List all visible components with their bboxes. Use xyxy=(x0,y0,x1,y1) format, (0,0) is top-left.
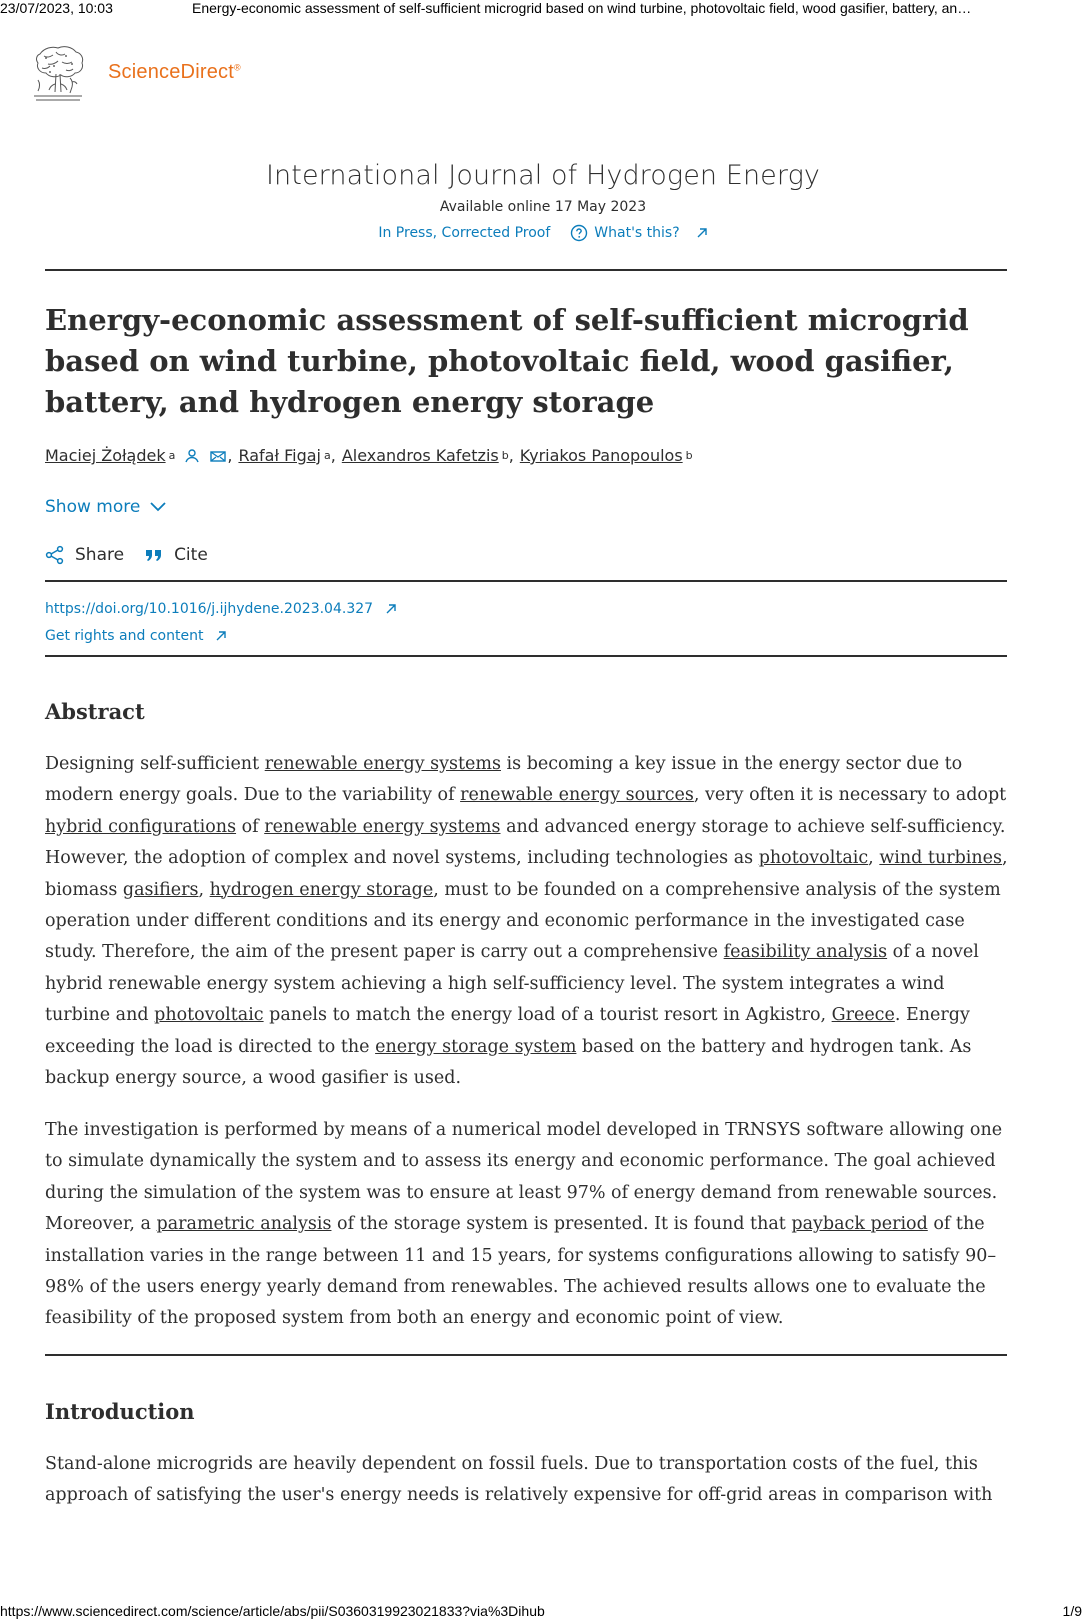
term-link[interactable]: renewable energy systems xyxy=(264,816,501,837)
doi-label: https://doi.org/10.1016/j.ijhydene.2023.04.327 xyxy=(45,600,374,617)
elsevier-tree-icon xyxy=(26,40,90,104)
journal-title[interactable]: International Journal of Hydrogen Energy xyxy=(265,160,821,191)
journal-header xyxy=(0,160,1086,242)
author-separator: , xyxy=(508,446,514,465)
author-link[interactable]: Maciej Żołądek xyxy=(45,446,166,465)
paragraph-text: and advanced energy storage to achieve self-sufficiency. However, the adoption of complex and novel systems, including technologies as xyxy=(45,816,1006,869)
term-link[interactable]: payback period xyxy=(791,1214,928,1235)
paragraph-text: is becoming a key issue in the energy sector due to modern energy goals. Due to the variability of xyxy=(45,754,963,806)
print-footer xyxy=(0,1603,1086,1623)
term-link[interactable]: renewable energy systems xyxy=(264,754,501,774)
divider xyxy=(45,580,1007,582)
brand-name: ScienceDirect xyxy=(108,60,234,83)
paragraph-text: based on the battery and hydrogen tank. As backup energy source, a wood gasifier is used. xyxy=(45,1036,972,1089)
paragraph-text: of xyxy=(236,816,265,837)
term-link[interactable]: feasibility analysis xyxy=(723,942,888,963)
term-link[interactable]: Greece xyxy=(831,1005,895,1026)
term-link[interactable]: wind turbines xyxy=(879,848,1003,869)
divider xyxy=(45,1354,1007,1356)
print-url: https://www.sciencedirect.com/science/article/abs/pii/S0360319923021833?via%3Dihub xyxy=(0,1603,545,1619)
doi-block xyxy=(45,595,397,649)
article-status-line xyxy=(0,224,1086,242)
site-logo[interactable] xyxy=(26,40,241,104)
paragraph-text: , xyxy=(868,848,880,869)
paragraph-text: , very often it is necessary to adopt xyxy=(693,785,1007,806)
term-link[interactable]: photovoltaic xyxy=(758,848,869,869)
share-icon xyxy=(45,545,65,565)
abstract-heading: Abstract xyxy=(45,699,145,724)
cite-button[interactable] xyxy=(144,545,208,565)
author-link[interactable]: Rafał Figaj xyxy=(238,446,321,465)
term-link[interactable]: hybrid configurations xyxy=(45,816,237,837)
term-link[interactable]: photovoltaic xyxy=(154,1005,264,1026)
doi-link[interactable] xyxy=(45,595,397,622)
introduction-paragraph: Stand-alone microgrids are heavily dependent on fossil fuels. Due to transportation costs of the fuel, this approach of satisfying the user's energy needs is relatively expensive for off-grid areas in comparison with xyxy=(45,1454,993,1506)
brand-registered-mark: ® xyxy=(233,61,241,72)
external-link-icon xyxy=(385,603,397,615)
external-link-icon xyxy=(696,227,708,239)
article-status: In Press, Corrected Proof xyxy=(378,225,551,241)
paragraph-text: . Energy exceeding the load is directed to the xyxy=(45,1005,970,1057)
paragraph-text: Designing self-sufficient xyxy=(45,754,265,774)
divider xyxy=(45,269,1007,271)
print-header xyxy=(0,0,1086,22)
quote-icon xyxy=(144,547,164,563)
show-more-button[interactable] xyxy=(45,497,166,517)
paragraph-text: , must to be founded on a comprehensive analysis of the system operation under different conditions and its energy and economic performance in the investigated case study. Therefore, the aim of the present paper is carry out a comprehensive xyxy=(45,879,1001,963)
available-online-date: Available online 17 May 2023 xyxy=(439,199,647,215)
author-affiliation: a xyxy=(323,449,331,462)
paragraph-text: The investigation is performed by means of a numerical model developed in TRNSYS software allowing one to simulate dynamically the system and to assess its energy and economic performance. The goal achieved during the simulation of the system was to ensure at least 97% of energy demand from renewable sources. Moreover, a xyxy=(45,1120,1003,1235)
term-link[interactable]: energy storage system xyxy=(375,1036,577,1057)
person-icon[interactable] xyxy=(183,447,201,465)
help-circle-icon xyxy=(570,224,588,242)
sciencedirect-wordmark xyxy=(108,61,241,84)
article-title: Energy-economic assessment of self-sufficient microgrid based on wind turbine, photovoltaic field, wood gasifier, battery, and hydrogen energy storage xyxy=(45,303,969,419)
term-link[interactable]: renewable energy sources xyxy=(460,785,694,806)
author-link[interactable]: Kyriakos Panopoulos xyxy=(519,446,683,465)
cite-label: Cite xyxy=(174,545,208,565)
author-link[interactable]: Alexandros Kafetzis xyxy=(341,446,499,465)
author-separator: , xyxy=(227,446,233,465)
introduction-heading: Introduction xyxy=(45,1399,195,1424)
abstract-paragraph-2 xyxy=(45,1115,1010,1335)
email-icon[interactable] xyxy=(209,447,227,465)
paragraph-text: of the storage system is presented. It is found that xyxy=(331,1214,792,1235)
paragraph-text: , xyxy=(198,879,210,900)
print-datetime: 23/07/2023, 10:03 xyxy=(0,0,113,16)
external-link-icon xyxy=(215,630,227,642)
share-button[interactable] xyxy=(45,545,124,565)
paragraph-text: of the installation varies in the range between 11 and 15 years, for systems configurations allowing to satisfy 90–98% of the users energy yearly demand from renewables. The achieved results allows one to evaluate the feasibility of the proposed system from both an energy and economic point of view. xyxy=(45,1214,997,1329)
paragraph-text: , biomass xyxy=(45,848,1008,900)
term-link[interactable]: hydrogen energy storage xyxy=(209,879,434,900)
show-more-label: Show more xyxy=(45,497,141,517)
print-page-number: 1/9 xyxy=(1062,1603,1082,1619)
term-link[interactable]: parametric analysis xyxy=(156,1214,332,1235)
author-affiliation: a xyxy=(168,449,176,462)
author-list xyxy=(45,446,693,465)
author-affiliation: b xyxy=(501,449,509,462)
author-separator: , xyxy=(330,446,336,465)
rights-label: Get rights and content xyxy=(45,627,204,644)
article-actions xyxy=(45,545,228,565)
paragraph-text: of a novel hybrid renewable energy system achieving a high self-sufficiency level. The system integrates a wind turbine and xyxy=(45,942,979,1026)
share-label: Share xyxy=(75,545,125,565)
whats-this-link[interactable]: What's this? xyxy=(594,225,680,241)
print-doc-title: Energy-economic assessment of self-sufficient microgrid based on wind turbine, photovoltaic field, wood gasifier, battery, an… xyxy=(192,0,972,16)
paragraph-text: panels to match the energy load of a tourist resort in Agkistro, xyxy=(263,1005,832,1026)
chevron-down-icon xyxy=(150,502,166,512)
rights-link[interactable] xyxy=(45,622,397,649)
divider xyxy=(45,655,1007,657)
author-affiliation: b xyxy=(685,449,693,462)
term-link[interactable]: gasifiers xyxy=(122,879,199,900)
abstract-paragraph-1 xyxy=(45,749,1010,1094)
